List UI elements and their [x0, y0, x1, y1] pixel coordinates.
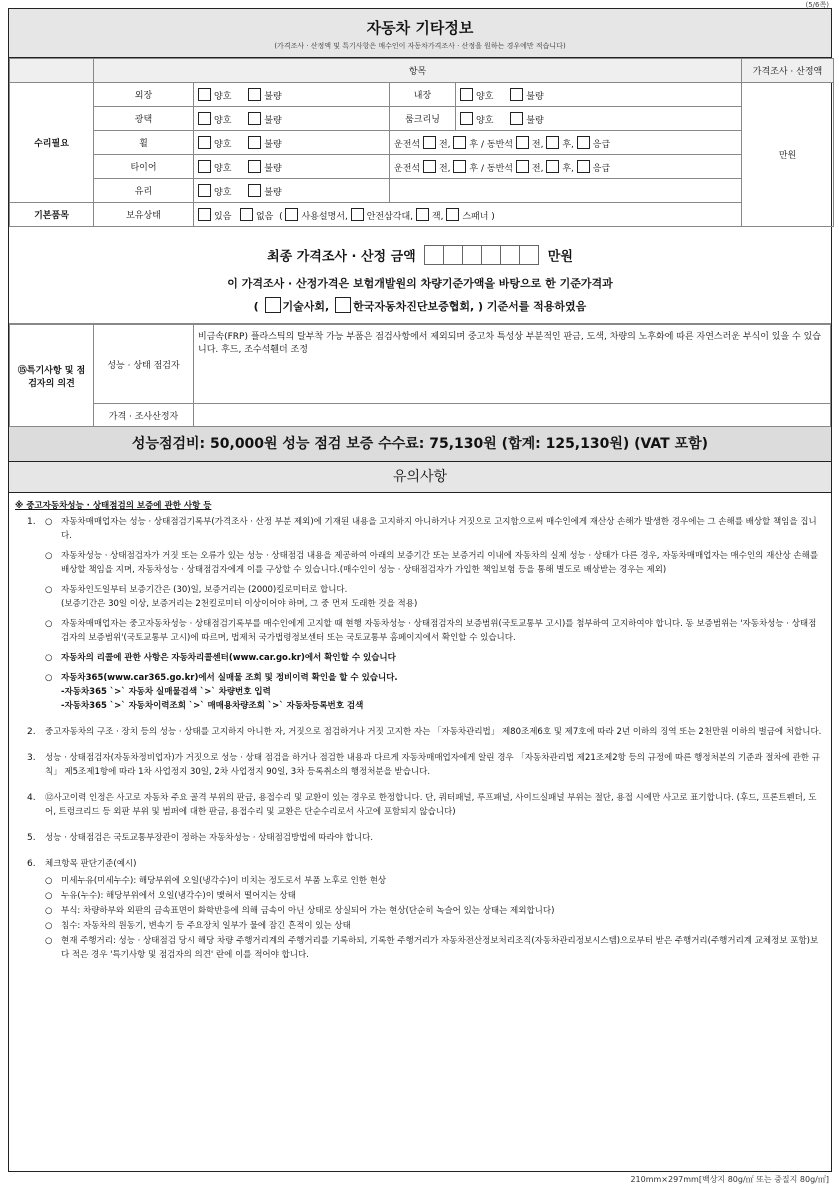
- checkbox[interactable]: [516, 136, 529, 149]
- row-label-tire: 타이어: [94, 155, 194, 179]
- inspector-label: 성능 · 상태 점검자: [94, 325, 194, 404]
- checkbox[interactable]: [546, 160, 559, 173]
- inspector-opinion: 비금속(FRP) 플라스틱의 탈부착 가능 부품은 점검사항에서 제외되며 중고차 특성상 부분적인 판금, 도색, 차량의 노후화에 따른 자연스러운 부식이 있을 수 있습니다. 후드, 조수석휀더 조정: [194, 325, 831, 404]
- page-title: 자동차 기타정보: [366, 19, 474, 37]
- item-header: 항목: [94, 59, 742, 83]
- note-item: 2. 중고자동차의 구조 · 장치 등의 성능 · 상태를 고지하지 아니한 자, 거짓으로 점검하거나 거짓 고지한 자는 「자동차관리법」 제80조제6호 및 제7호에 따라 2년 이하의 징역 또는 2천만원 이하의 벌금에 처합니다.: [27, 727, 822, 737]
- note-item: 4. ⑫사고이력 인정은 사고로 자동차 주요 골격 부위의 판금, 용접수리 및 교환이 있는 경우로 한정합니다. 단, 쿼터패널, 루프패널, 사이드실패널 부위는 절단, 용접 시에만 사고로 표기합니다. (후드, 프론트펜더, 도어, 트렁크리드 등 외판 부위 및 범퍼에 대한 판금, 용접수리 및 교환은 단순수리로서 사고에 포함되지 않습니다): [27, 793, 817, 817]
- price-unit: 만원: [742, 83, 834, 227]
- final-price-input[interactable]: [424, 245, 539, 269]
- final-price-standard: ( 기술사회, 한국자동차진단보증협회, ) 기준서를 적용하였음: [9, 297, 831, 314]
- checkbox[interactable]: [546, 136, 559, 149]
- note-item: 3. 성능 · 상태점검자(자동차정비업자)가 거짓으로 성능 · 상태 점검을 하거나 점검한 내용과 다르게 자동차매매업자에게 알린 경우 「자동차관리법 제21조제2항 등의 규정에 따른 행정처분의 기준과 절차에 관한 규칙」 제5조제1항에 따라 1차 사업정지 30일, 2차 사업정지 90일, 3차 등록취소의 행정처분을 받습니다.: [27, 753, 820, 777]
- title-box: [9, 9, 831, 58]
- fee-bar: 성능점검비: 50,000원 성능 점검 보증 수수료: 75,130원 (합계: 125,130원) (VAT 포함): [9, 427, 831, 462]
- tire-position-options: 운전석 전, 후 / 동반석 전, 후, 응급: [390, 155, 742, 179]
- checkbox[interactable]: [577, 160, 590, 173]
- checkbox[interactable]: [446, 208, 459, 221]
- checkbox[interactable]: [460, 88, 473, 101]
- checkbox[interactable]: [416, 208, 429, 221]
- note-item: 6. 체크항목 판단기준(예시) ○ 미세누유(미세누수): 해당부위에 오일(냉각수)이 비치는 정도로서 부품 노후로 인한 현상 ○ 누유(누수): 해당부위에서 오일(냉각수)이 맺혀서 떨어지는 상태 ○ 부식: 차량하부와 외판의 금속표면이 화학반응에 의해 금속이 아닌 상태로 상실되어 가는 현상(단순히 녹슬어 있는 상태는 제외합니다) ○ 침수: 자동차의 원동기, 변속기 등 주요장치 일부가 물에 잠긴 흔적이 있는 상태 ○ 현재 주행거리: 성능 · 상태점검 당시 해당 차량 주행거리계의 주행거리를 기록하되, 기록한 주행거리가 자동차전산정보처리조직(자동차관리정보시스템)으로부터 받은 주행거리(주행거리계 교체정보 포함)보다 적은 경우 '특기사항 및 점검자의 의견' 란에 이를 적어야 합니다.: [27, 859, 819, 960]
- checkbox[interactable]: [265, 297, 281, 313]
- special-notes-label: ⑮특기사항 및 점검자의 의견: [10, 325, 94, 427]
- basic-category: 기본품목: [10, 203, 94, 227]
- basic-row-label: 보유상태: [94, 203, 194, 227]
- checkbox[interactable]: [248, 184, 261, 197]
- checkbox[interactable]: [351, 208, 364, 221]
- checkbox[interactable]: [423, 136, 436, 149]
- note-item: 5. 성능 · 상태점검은 국토교통부장관이 정하는 자동차성능 · 상태점검방법에 따라야 합니다.: [27, 833, 374, 843]
- checkbox[interactable]: [198, 88, 211, 101]
- notes-subtitle: ※ 중고자동차성능 · 상태점검의 보증에 관한 사항 등: [15, 501, 212, 511]
- final-price-section: [9, 227, 831, 324]
- note-item: 1. ○ 자동차매매업자는 성능 · 상태점검기록부(가격조사 · 산정 부분 제외)에 기재된 내용을 고지하지 아니하거나 거짓으로 고지함으로써 매수인에게 재산상 손해가 발생한 경우에는 그 손해를 배상할 책임을 집니다. ○ 자동차성능 · 상태점검자가 거짓 또는 오류가 있는 성능 · 상태점검 내용을 제공하여 아래의 보증기간 또는 보증거리 이내에 자동차의 실제 성능 · 상태가 다른 경우, 자동차매매업자는 매수인의 재산상 손해를 배상할 책임을 지며, 자동차성능 · 상태점검자에게 이를 구상할 수 있습니다.(매수인이 성능 · 상태점검자가 가입한 책임보험 등을 통해 별도로 배상받는 경우는 제외) ○ 자동차인도일부터 보증기간은 (30)일, 보증거리는 (2000)킬로미터로 합니다. (보증기간은 30일 이상, 보증거리는 2천킬로미터 이상이어야 하며, 그 중 먼저 도래한 것을 적용) ○ 자동차매매업자는 중고자동차성능 · 상태점검기록부를 매수인에게 고지할 때 현행 자동차성능 · 상태점검자의 보증범위(국토교통부 고시)를 첨부하여 고지하여야 합니다. 동 보증범위는 '자동차성능 · 상태점검자의 보증범위'(국토교통부 고시)에 따르며, 법제처 국가법령정보센터 또는 국토교통부 홈페이지에서 확인할 수 있습니다. ○ 자동차의 리콜에 관한 사항은 자동차리콜센터(www.car.go.kr)에서 확인할 수 있습니다 ○ 자동차365(www.car365.go.kr)에서 실매물 조회 및 정비이력 확인을 할 수 있습니다. -자동차365 `>` 자동차 실매물검색 `>` 차량번호 입력 -자동차365 `>` 자동차이력조회 `>` 매매용차량조회 `>` 자동차등록번호 검색: [27, 517, 819, 711]
- basic-options: 있음 없음 ( 사용설명서, 안전삼각대, 잭, 스패너 ): [194, 203, 742, 227]
- checkbox[interactable]: [516, 160, 529, 173]
- checkbox[interactable]: [248, 112, 261, 125]
- page-subtitle: (가격조사 · 산정액 및 특기사항은 매수인이 자동차가격조사 · 산정을 원하는 경우에만 적습니다): [274, 42, 566, 50]
- notes-body: [9, 515, 831, 962]
- checkbox[interactable]: [285, 208, 298, 221]
- checkbox[interactable]: [510, 112, 523, 125]
- checkbox[interactable]: [577, 136, 590, 149]
- row-label-interior: 내장: [390, 83, 456, 107]
- interior-options: 양호 불량: [456, 83, 742, 107]
- checkbox[interactable]: [460, 112, 473, 125]
- price-assessor-opinion: [194, 404, 831, 427]
- info-table: 항목 가격조사 · 산정액 수리필요 외장 양호 불량 내장 양호 불량 만원 광택 양호 불량 룸크리닝 양호 불량 휠 양호 불량 운전석 전, 후 / 동반석 전, 후, 응급 타이어 양호 불량 운전석 전, 후 / 동반석 전, 후, 응급 유리 양호 불량 기본품목 보유상태 있음 없음 ( 사용설명서, 안전삼각대, 잭, 스패너 ): [9, 58, 834, 227]
- wheel-position-options: 운전석 전, 후 / 동반석 전, 후, 응급: [390, 131, 742, 155]
- price-header: 가격조사 · 산정액: [742, 59, 834, 83]
- checkbox[interactable]: [198, 208, 211, 221]
- page-number: (5/6쪽): [805, 1, 829, 9]
- checkbox[interactable]: [248, 136, 261, 149]
- row-label-wheel: 휠: [94, 131, 194, 155]
- row-label-glass: 유리: [94, 179, 194, 203]
- form-frame: [8, 8, 832, 1172]
- row-label-room-cleaning: 룸크리닝: [390, 107, 456, 131]
- final-price-label: 최종 가격조사 · 산정 금액: [267, 249, 416, 265]
- paper-spec-footer: 210mm×297mm[백상지 80g/㎡ 또는 중질지 80g/㎡]: [630, 1175, 829, 1184]
- checkbox[interactable]: [198, 112, 211, 125]
- row-label-exterior: 외장: [94, 83, 194, 107]
- checkbox[interactable]: [240, 208, 253, 221]
- price-assessor-label: 가격 · 조사산정자: [94, 404, 194, 427]
- row-label-gloss: 광택: [94, 107, 194, 131]
- checkbox[interactable]: [248, 88, 261, 101]
- checkbox[interactable]: [248, 160, 261, 173]
- repair-category: 수리필요: [10, 83, 94, 203]
- exterior-options: 양호 불량: [194, 83, 390, 107]
- checkbox[interactable]: [335, 297, 351, 313]
- checkbox[interactable]: [453, 136, 466, 149]
- checkbox[interactable]: [198, 160, 211, 173]
- notes-title: 유의사항: [9, 462, 831, 493]
- checkbox[interactable]: [423, 160, 436, 173]
- checkbox[interactable]: [198, 184, 211, 197]
- special-notes-table: [9, 324, 831, 427]
- checkbox[interactable]: [510, 88, 523, 101]
- checkbox[interactable]: [453, 160, 466, 173]
- final-price-basis: 이 가격조사 · 산정가격은 보험개발원의 차량기준가액을 바탕으로 한 기준가격과: [227, 277, 613, 290]
- final-price-unit: 만원: [547, 249, 573, 265]
- checkbox[interactable]: [198, 136, 211, 149]
